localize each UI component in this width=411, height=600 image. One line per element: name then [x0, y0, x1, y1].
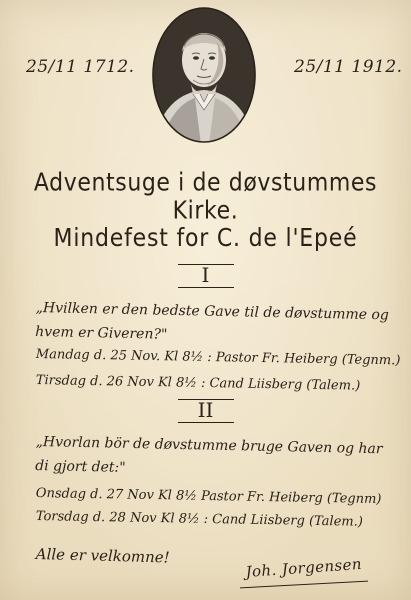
- title-line-1: Adventsuge i de døvstummes Kirke.: [33, 169, 378, 225]
- schedule-row: Onsdag d. 27 Nov Kl 8½ Pastor Fr. Heiberg (Tegnm): [35, 486, 382, 508]
- section-numeral-2: II: [197, 398, 214, 422]
- signature: Joh. Jorgensen: [245, 554, 363, 581]
- numeral-rule-top: [178, 399, 234, 400]
- section-numeral-1: I: [201, 263, 210, 287]
- schedule-row: Tirsdag d. 26 Nov Kl 8½ : Cand Liisberg (Talem.): [35, 373, 361, 394]
- schedule-row: Torsdag d. 28 Nov Kl 8½ : Cand Liisberg (Talem.): [35, 509, 364, 530]
- title-line-2: Mindefest for C. de l'Epeé: [53, 224, 358, 253]
- numeral-rule-top: [178, 264, 234, 265]
- date-left: 25/11 1712.: [26, 57, 135, 77]
- welcome-note: Alle er velkomne!: [35, 545, 170, 567]
- section-1-question: „Hvilken er den bedste Gave til de døvstumme og hvem er Giveren?": [35, 299, 390, 343]
- portrait-image: [151, 6, 257, 144]
- numeral-rule-bottom: [178, 422, 234, 423]
- signature-underline: [240, 581, 368, 589]
- numeral-rule-bottom: [178, 287, 234, 288]
- section-2-question: „Hvorlan bör de døvstumme bruge Gaven og har di gjort det:": [35, 433, 383, 476]
- schedule-row: Mandag d. 25 Nov. Kl 8½ : Pastor Fr. Heiberg (Tegnm.): [35, 347, 401, 369]
- date-right: 25/11 1912.: [294, 57, 403, 77]
